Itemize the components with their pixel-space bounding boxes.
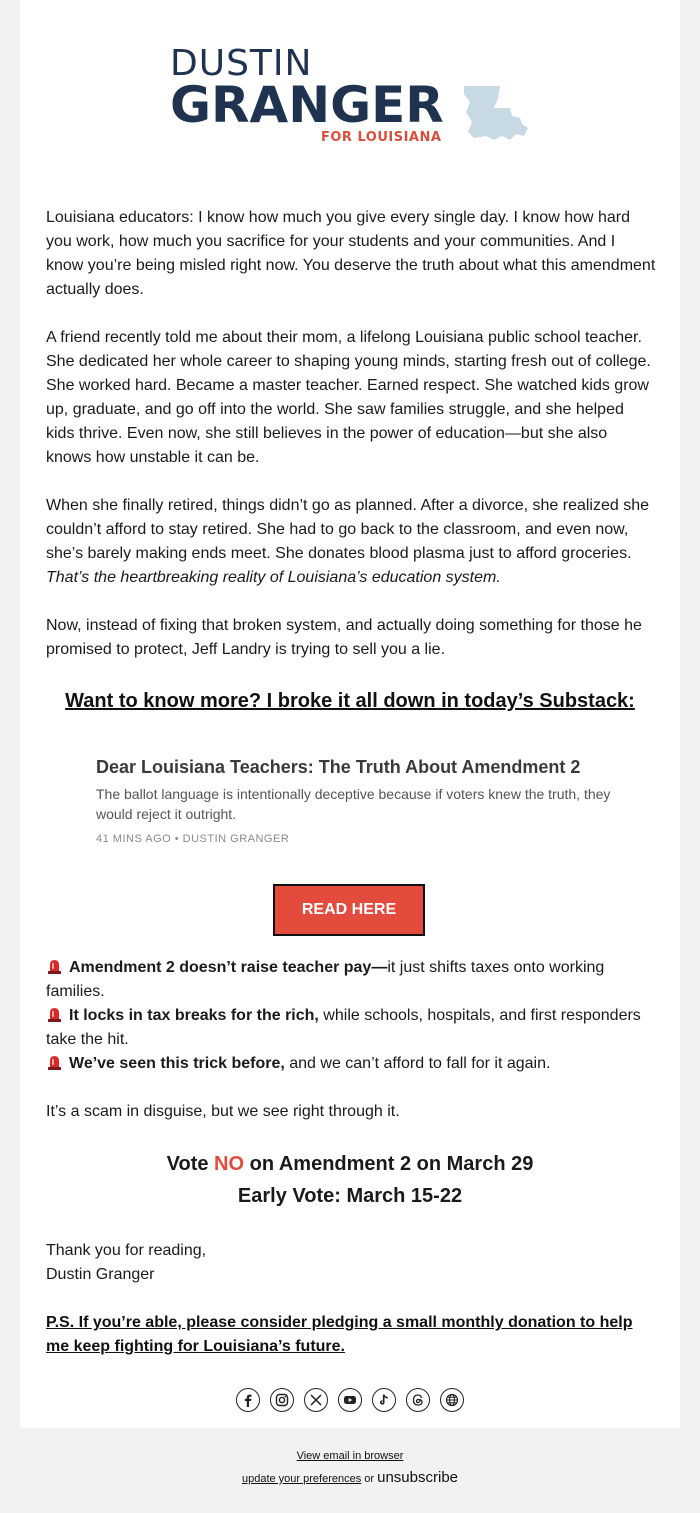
logo-tagline: FOR LOUISIANA (321, 130, 442, 145)
siren-icon (46, 958, 63, 974)
read-here-button[interactable]: READ HERE (273, 884, 425, 936)
vote-no-line (20, 1148, 680, 1180)
logo-first-name: DUSTIN (170, 43, 313, 84)
campaign-logo (170, 44, 550, 154)
paragraph-retirement (46, 494, 656, 590)
signoff-name: Dustin Granger (46, 1266, 155, 1283)
siren-icon (46, 1054, 63, 1070)
paragraph-story: A friend recently told me about their mom, a lifelong Louisiana public school teacher. She dedicated her whole career to shaping young minds, starting fresh out of college. She worked hard. Became a master teacher. Earned respect. She watched kids grow up, graduate, and go off into the world. She saw families struggle, and she helped kids thrive. Even now, she still believes in the power of education—but she also knows how unstable it can be. (46, 329, 651, 466)
footer-view-line (0, 1450, 700, 1462)
substack-preview-card[interactable] (96, 754, 616, 846)
threads-icon[interactable] (406, 1388, 430, 1412)
substack-post-description: The ballot language is intentionally deceptive because if voters knew the truth, they would reject it outright. (96, 786, 611, 822)
bullet-3-rest: and we can’t afford to fall for it again. (284, 1055, 551, 1072)
unsubscribe-link[interactable]: unsubscribe (377, 1469, 459, 1486)
bullet-1-bold: Amendment 2 doesn’t raise teacher pay— (69, 959, 388, 976)
paragraph-landry: Now, instead of fixing that broken system, and actually doing something for those he promised to protect, Jeff Landry is trying to sell you a lie. (46, 617, 642, 658)
social-links (236, 1388, 464, 1414)
bullet-item-2 (46, 1007, 641, 1048)
louisiana-state-icon (460, 82, 530, 144)
substack-post-meta: 41 MINS AGO • DUSTIN GRANGER (96, 833, 290, 845)
substack-heading-link[interactable]: Want to know more? I broke it all down in today’s Substack: (65, 690, 635, 712)
youtube-icon[interactable] (338, 1388, 362, 1412)
bullet-2-rest: while schools, hospitals, and first responders take the hit. (46, 1007, 641, 1048)
vote-pre: Vote (166, 1153, 215, 1175)
retirement-italic: That’s the heartbreaking reality of Louisiana’s education system. (46, 569, 501, 586)
bullet-3-bold: We’ve seen this trick before, (69, 1055, 285, 1072)
instagram-icon[interactable] (270, 1388, 294, 1412)
tiktok-icon[interactable] (372, 1388, 396, 1412)
footer-preferences-line (0, 1469, 700, 1486)
logo-last-name: GRANGER (170, 76, 444, 134)
paragraph-intro: Louisiana educators: I know how much you give every single day. I know how hard you work, how much you sacrifice for your students and your communities. And I know you’re being misled right now. You deserve the truth about what this amendment actually does. (46, 209, 656, 298)
signoff (46, 1239, 656, 1287)
vote-post: on Amendment 2 on March 29 (244, 1153, 534, 1175)
update-preferences-link[interactable]: update your preferences (241, 1473, 362, 1485)
early-vote-line: Early Vote: March 15-22 (237, 1185, 463, 1207)
ps-donation-link[interactable]: P.S. If you’re able, please consider pledging a small monthly donation to help me keep fighting for Louisiana’s future. (46, 1314, 633, 1355)
facebook-icon[interactable] (236, 1388, 260, 1412)
bullet-list (46, 956, 656, 1076)
footer-or-text: or (361, 1473, 378, 1485)
website-icon[interactable] (440, 1388, 464, 1412)
bullet-2-bold: It locks in tax breaks for the rich, (69, 1007, 319, 1024)
signoff-thanks: Thank you for reading, (46, 1242, 207, 1259)
bullet-1-rest: it just shifts taxes onto working families. (46, 959, 605, 1000)
view-in-browser-link[interactable]: View email in browser (296, 1450, 404, 1462)
retirement-text: When she finally retired, things didn’t go as planned. After a divorce, she realized she couldn’t afford to stay retired. She had to go back to the classroom, and even now, she’s barely making ends meet. She donates blood plasma just to afford groceries. (46, 497, 650, 562)
scam-line: It’s a scam in disguise, but we see right through it. (46, 1103, 400, 1120)
substack-post-title[interactable]: Dear Louisiana Teachers: The Truth About Amendment 2 (96, 757, 581, 777)
bullet-item-1 (46, 959, 604, 1000)
vote-no-highlight: NO (214, 1153, 245, 1175)
siren-icon (46, 1006, 63, 1022)
email-card (20, 0, 680, 1428)
bullet-item-3 (46, 1055, 550, 1072)
x-icon[interactable] (304, 1388, 328, 1412)
